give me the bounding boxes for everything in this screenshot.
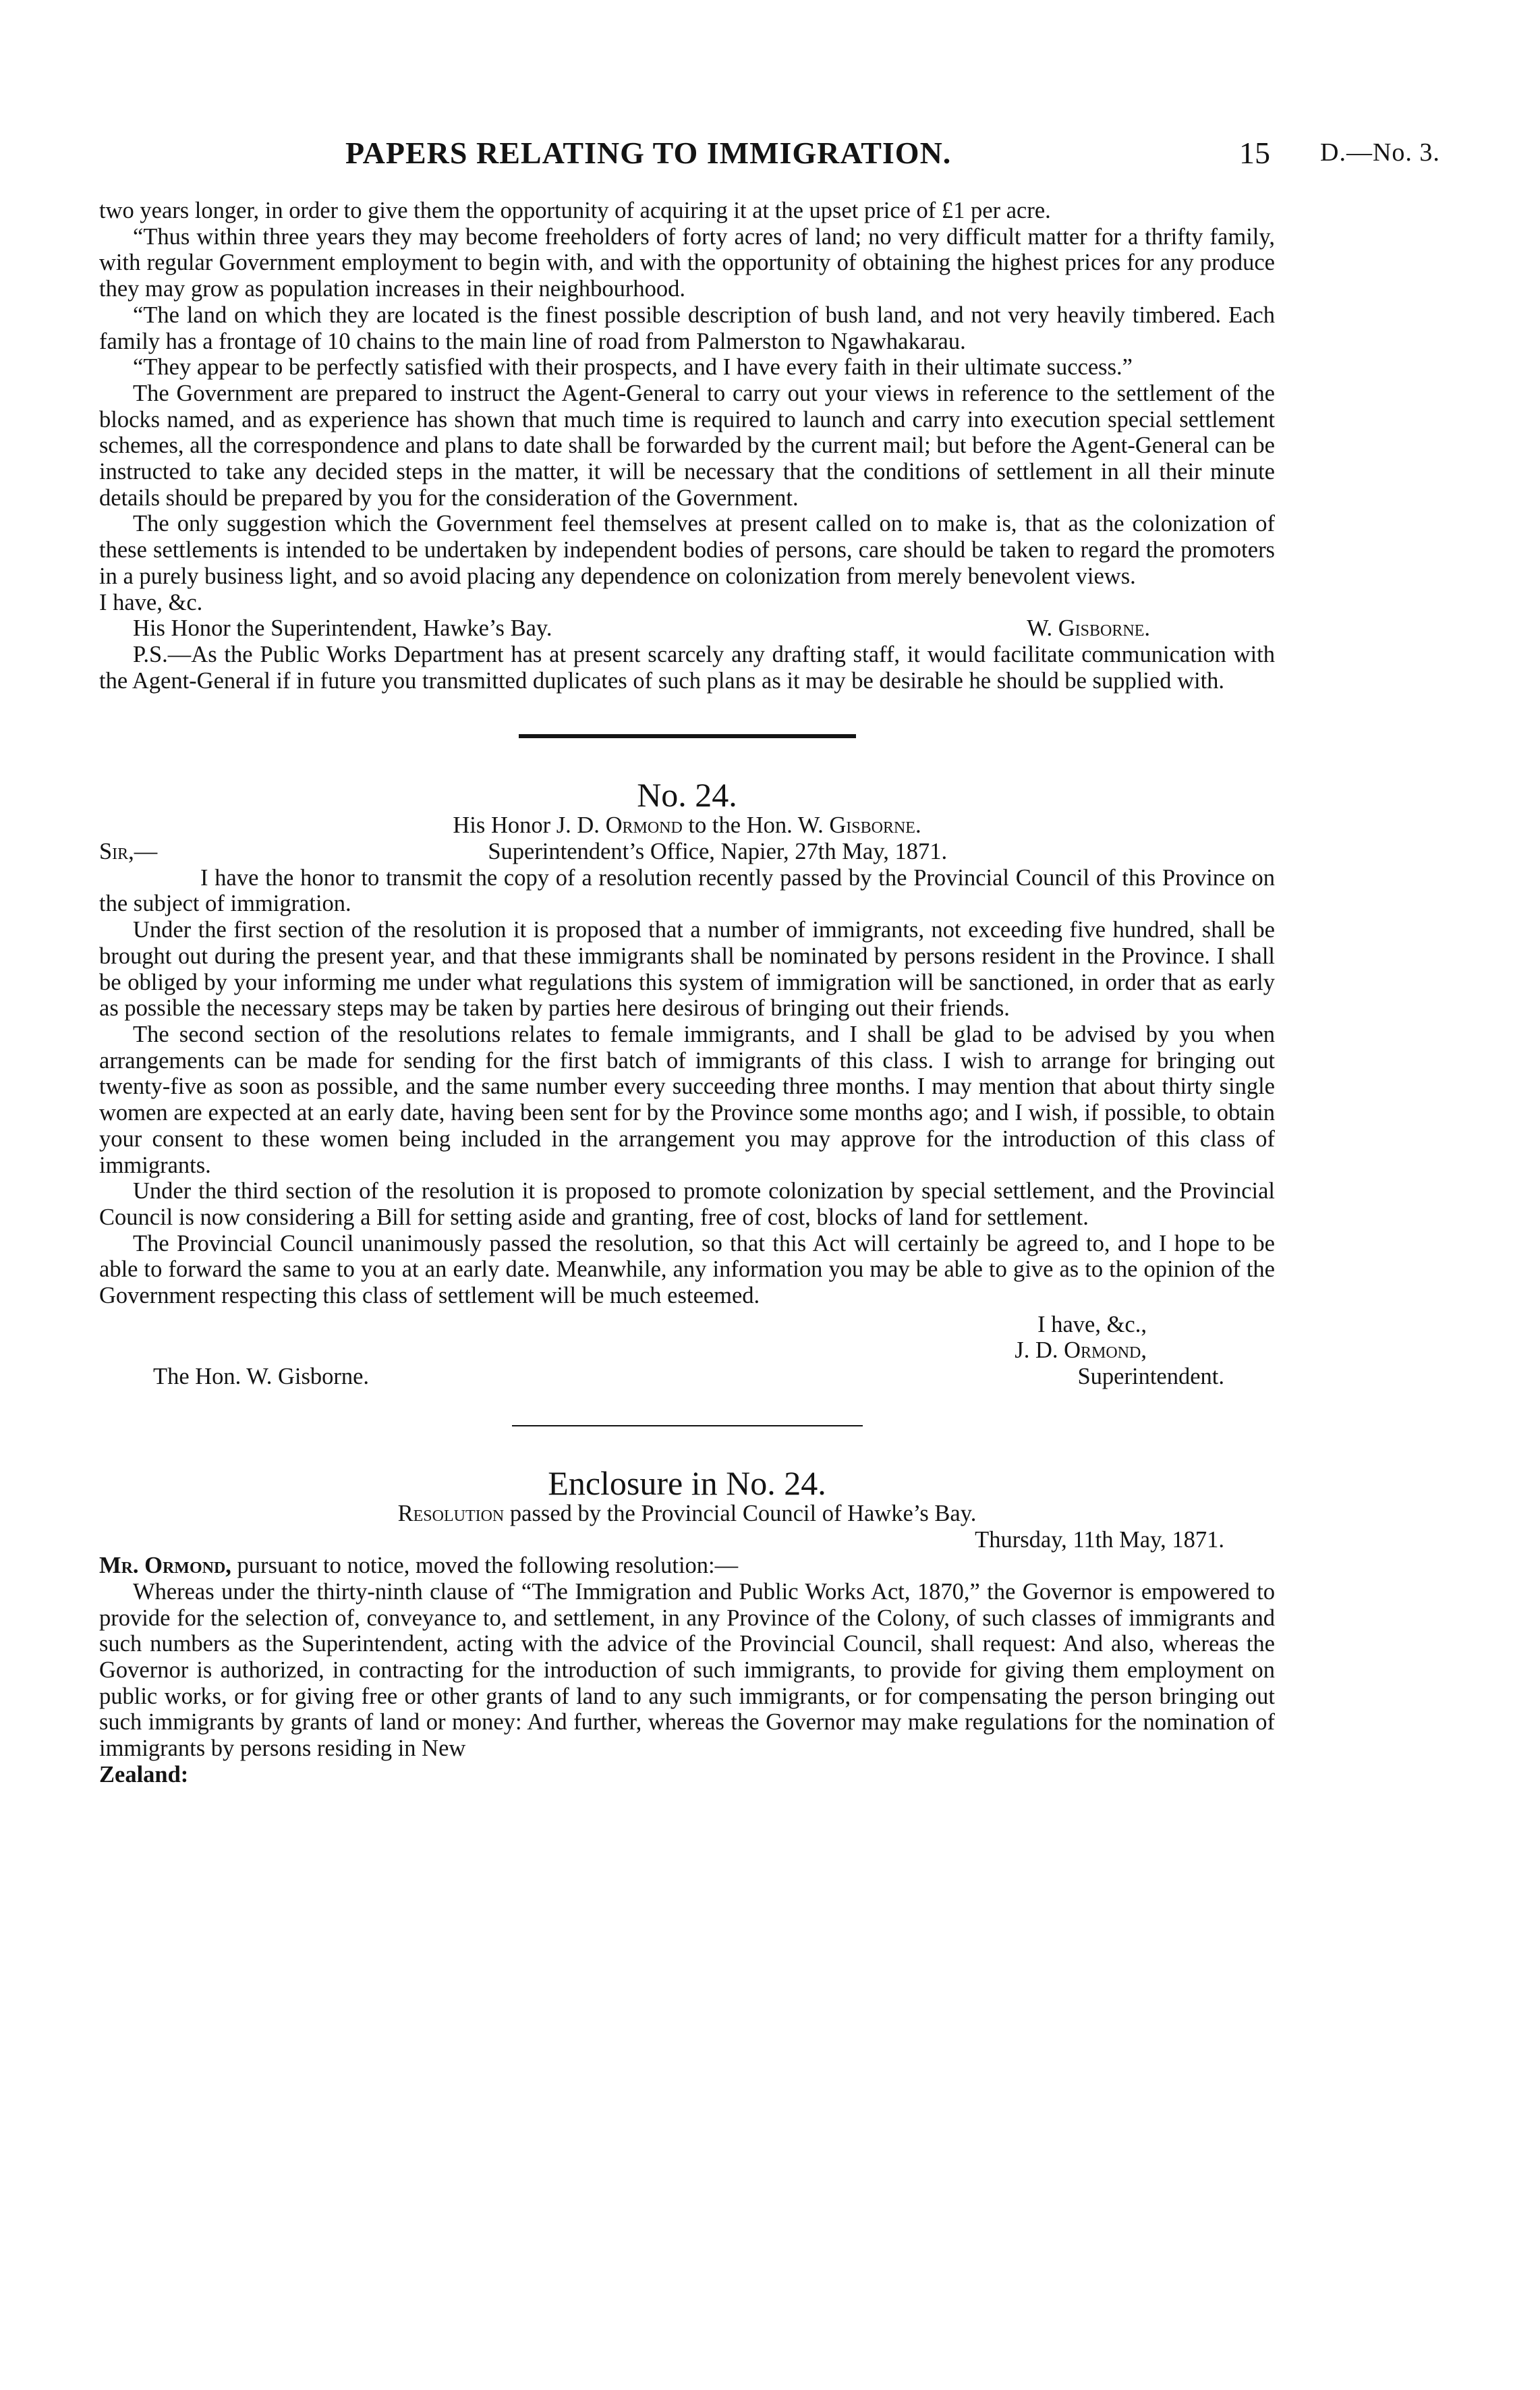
paragraph: Under the first section of the resolution it is proposed that a number of immigrants, not exceeding five hundred, shall be brought out during the present year, and that these immigrants shall be nominated by persons resident in the Province. I shall be obliged by your informing me under what regulations this system of immigration will be sanctioned, in order that as early as possible the necessary steps may be taken by parties here desirous of bringing out their friends. <box>99 917 1275 1022</box>
from-to-line <box>99 812 1275 839</box>
paragraph: “The land on which they are located is the finest possible description of bush land, and not very heavily timbered. Each family has a frontage of 10 chains to the main line of road from Palmerston to Ngawhakarau. <box>99 302 1275 354</box>
paragraph: The Provincial Council unanimously passed the resolution, so that this Act will certainly be agreed to, and I hope to be able to forward the same to you at an early date. Meanwhile, any information you may be able to give as to the opinion of the Government respecting this class of settlement will be much esteemed. <box>99 1230 1275 1309</box>
motion-text: pursuant to notice, moved the following resolution:— <box>237 1553 739 1579</box>
paragraph: Whereas under the thirty-ninth clause of “The Immigration and Public Works Act, 1870,” the Governor is empowered to provide for the selection of, conveyance to, and settlement, in any Province of the Colony, of such classes of immigrants and such numbers as the Superintendent, acting with the advice of the Provincial Council, shall request: And also, whereas the Governor is authorized, in contracting for the introduction of such immigrants, to provide for giving them employment on public works, or for giving free or other grants of land to any such immigrants, or for compensating the person bringing out such immigrants by grants of land or money: And further, whereas the Governor may make regulations for the nomination of immigrants by persons residing in New <box>99 1578 1275 1762</box>
page-number: 15 <box>1239 136 1270 170</box>
signature-title: Superintendent. <box>1077 1364 1224 1390</box>
subtitle-rest: passed by the Provincial Council of Hawke’s Bay. <box>509 1500 977 1526</box>
paragraph: The only suggestion which the Government feel themselves at present called on to make is, that as the colonization of these settlements is intended to be undertaken by independent bodies of persons, care should be taken to regard the promoters in a purely business light, and so avoid placing any dependence on colonization from merely benevolent views. <box>99 511 1275 589</box>
salutation-line <box>99 839 1275 865</box>
paragraph-end: Zealand: <box>99 1761 189 1787</box>
to-name: Gisborne. <box>829 812 921 839</box>
paragraph: “They appear to be perfectly satisfied with their prospects, and I have every faith in their ultimate success.” <box>133 354 1133 381</box>
signature: W. Gisborne. <box>1027 615 1150 642</box>
addressee: The Hon. W. Gisborne. <box>153 1364 370 1390</box>
section-divider <box>512 1425 863 1426</box>
body-column <box>99 198 1275 1788</box>
closing: I have, &c. <box>99 589 203 615</box>
letter-number: No. 24. <box>637 776 737 814</box>
mover-name: Mr. Ormond, <box>99 1553 231 1579</box>
addressee: His Honor the Superintendent, Hawke’s Bay. <box>133 615 552 642</box>
paragraph: Under the third section of the resolution it is proposed to promote colonization by special settlement, and the Provincial Council is now considering a Bill for setting aside and granting, free of cost, blocks of land for settlement. <box>99 1178 1275 1230</box>
signature-line <box>99 1364 1275 1390</box>
from-name: Ormond <box>605 812 683 839</box>
closing: I have, &c., <box>1037 1311 1147 1337</box>
paragraph: “Thus within three years they may become freeholders of forty acres of land; no very difficult matter for a thrifty family, with regular Government employment to begin with, and with the opportunity of obtaining the highest prices for any produce they may grow as population increases in their neighbourhood. <box>99 223 1275 302</box>
paper-reference: D.—No. 3. <box>1320 138 1440 167</box>
paragraph: two years longer, in order to give them the opportunity of acquiring it at the upset price of £1 per acre. <box>99 198 1051 223</box>
closing-block <box>99 1312 1275 1364</box>
salutation: Sir,— <box>99 839 158 865</box>
paragraph: I have the honor to transmit the copy of a resolution recently passed by the Provincial Council of this Province on the subject of immigration. <box>99 864 1275 917</box>
motion-line <box>99 1553 1275 1579</box>
subtitle-lead: Resolution <box>397 1500 505 1526</box>
letter-continuation <box>99 198 1275 694</box>
enclosure-heading: Enclosure in No. 24. <box>548 1464 826 1502</box>
signature: J. D. Ormond, <box>1015 1337 1147 1364</box>
paragraph: The second section of the resolutions relates to female immigrants, and I shall be glad to be advised by you when arrangements can be made for sending for the first batch of immigrants of this class. I wish to arrange for bringing out twenty-five as soon as possible, and the same number every succeeding three months. I may mention that about thirty single women are expected at an early date, having been sent for by the Province some months ago; and I wish, if possible, to obtain your consent to these women being included in the arrangement you may approve for the introduction of this class of immigrants. <box>99 1021 1275 1178</box>
enclosure-date: Thursday, 11th May, 1871. <box>975 1526 1224 1553</box>
place-date: Superintendent’s Office, Napier, 27th May, 1871. <box>488 839 948 865</box>
letter-24 <box>99 777 1275 1389</box>
section-divider <box>519 734 856 738</box>
postscript: P.S.—As the Public Works Department has at present scarcely any drafting staff, it would facilitate communication with the Agent-General if in future you transmitted duplicates of such plans as it may be desirable he should be supplied with. <box>99 641 1275 694</box>
enclosure-subtitle <box>99 1501 1275 1527</box>
from-prefix: His Honor J. D. <box>453 812 600 839</box>
paragraph: The Government are prepared to instruct the Agent-General to carry out your views in reference to the settlement of the blocks named, and as experience has shown that much time is required to launch and carry into execution special settlement schemes, all the correspondence and plans to date shall be forwarded by the current mail; but before the Agent-General can be instructed to take any decided steps in the matter, it will be necessary that the conditions of settlement in all their minute details should be prepared by you for the consideration of the Government. <box>99 380 1275 511</box>
running-title: PAPERS RELATING TO IMMIGRATION. <box>345 136 952 170</box>
enclosure <box>99 1466 1275 1788</box>
to-prefix: to the Hon. W. <box>688 812 824 839</box>
signature-line <box>99 615 1275 642</box>
page-header <box>0 135 1540 175</box>
